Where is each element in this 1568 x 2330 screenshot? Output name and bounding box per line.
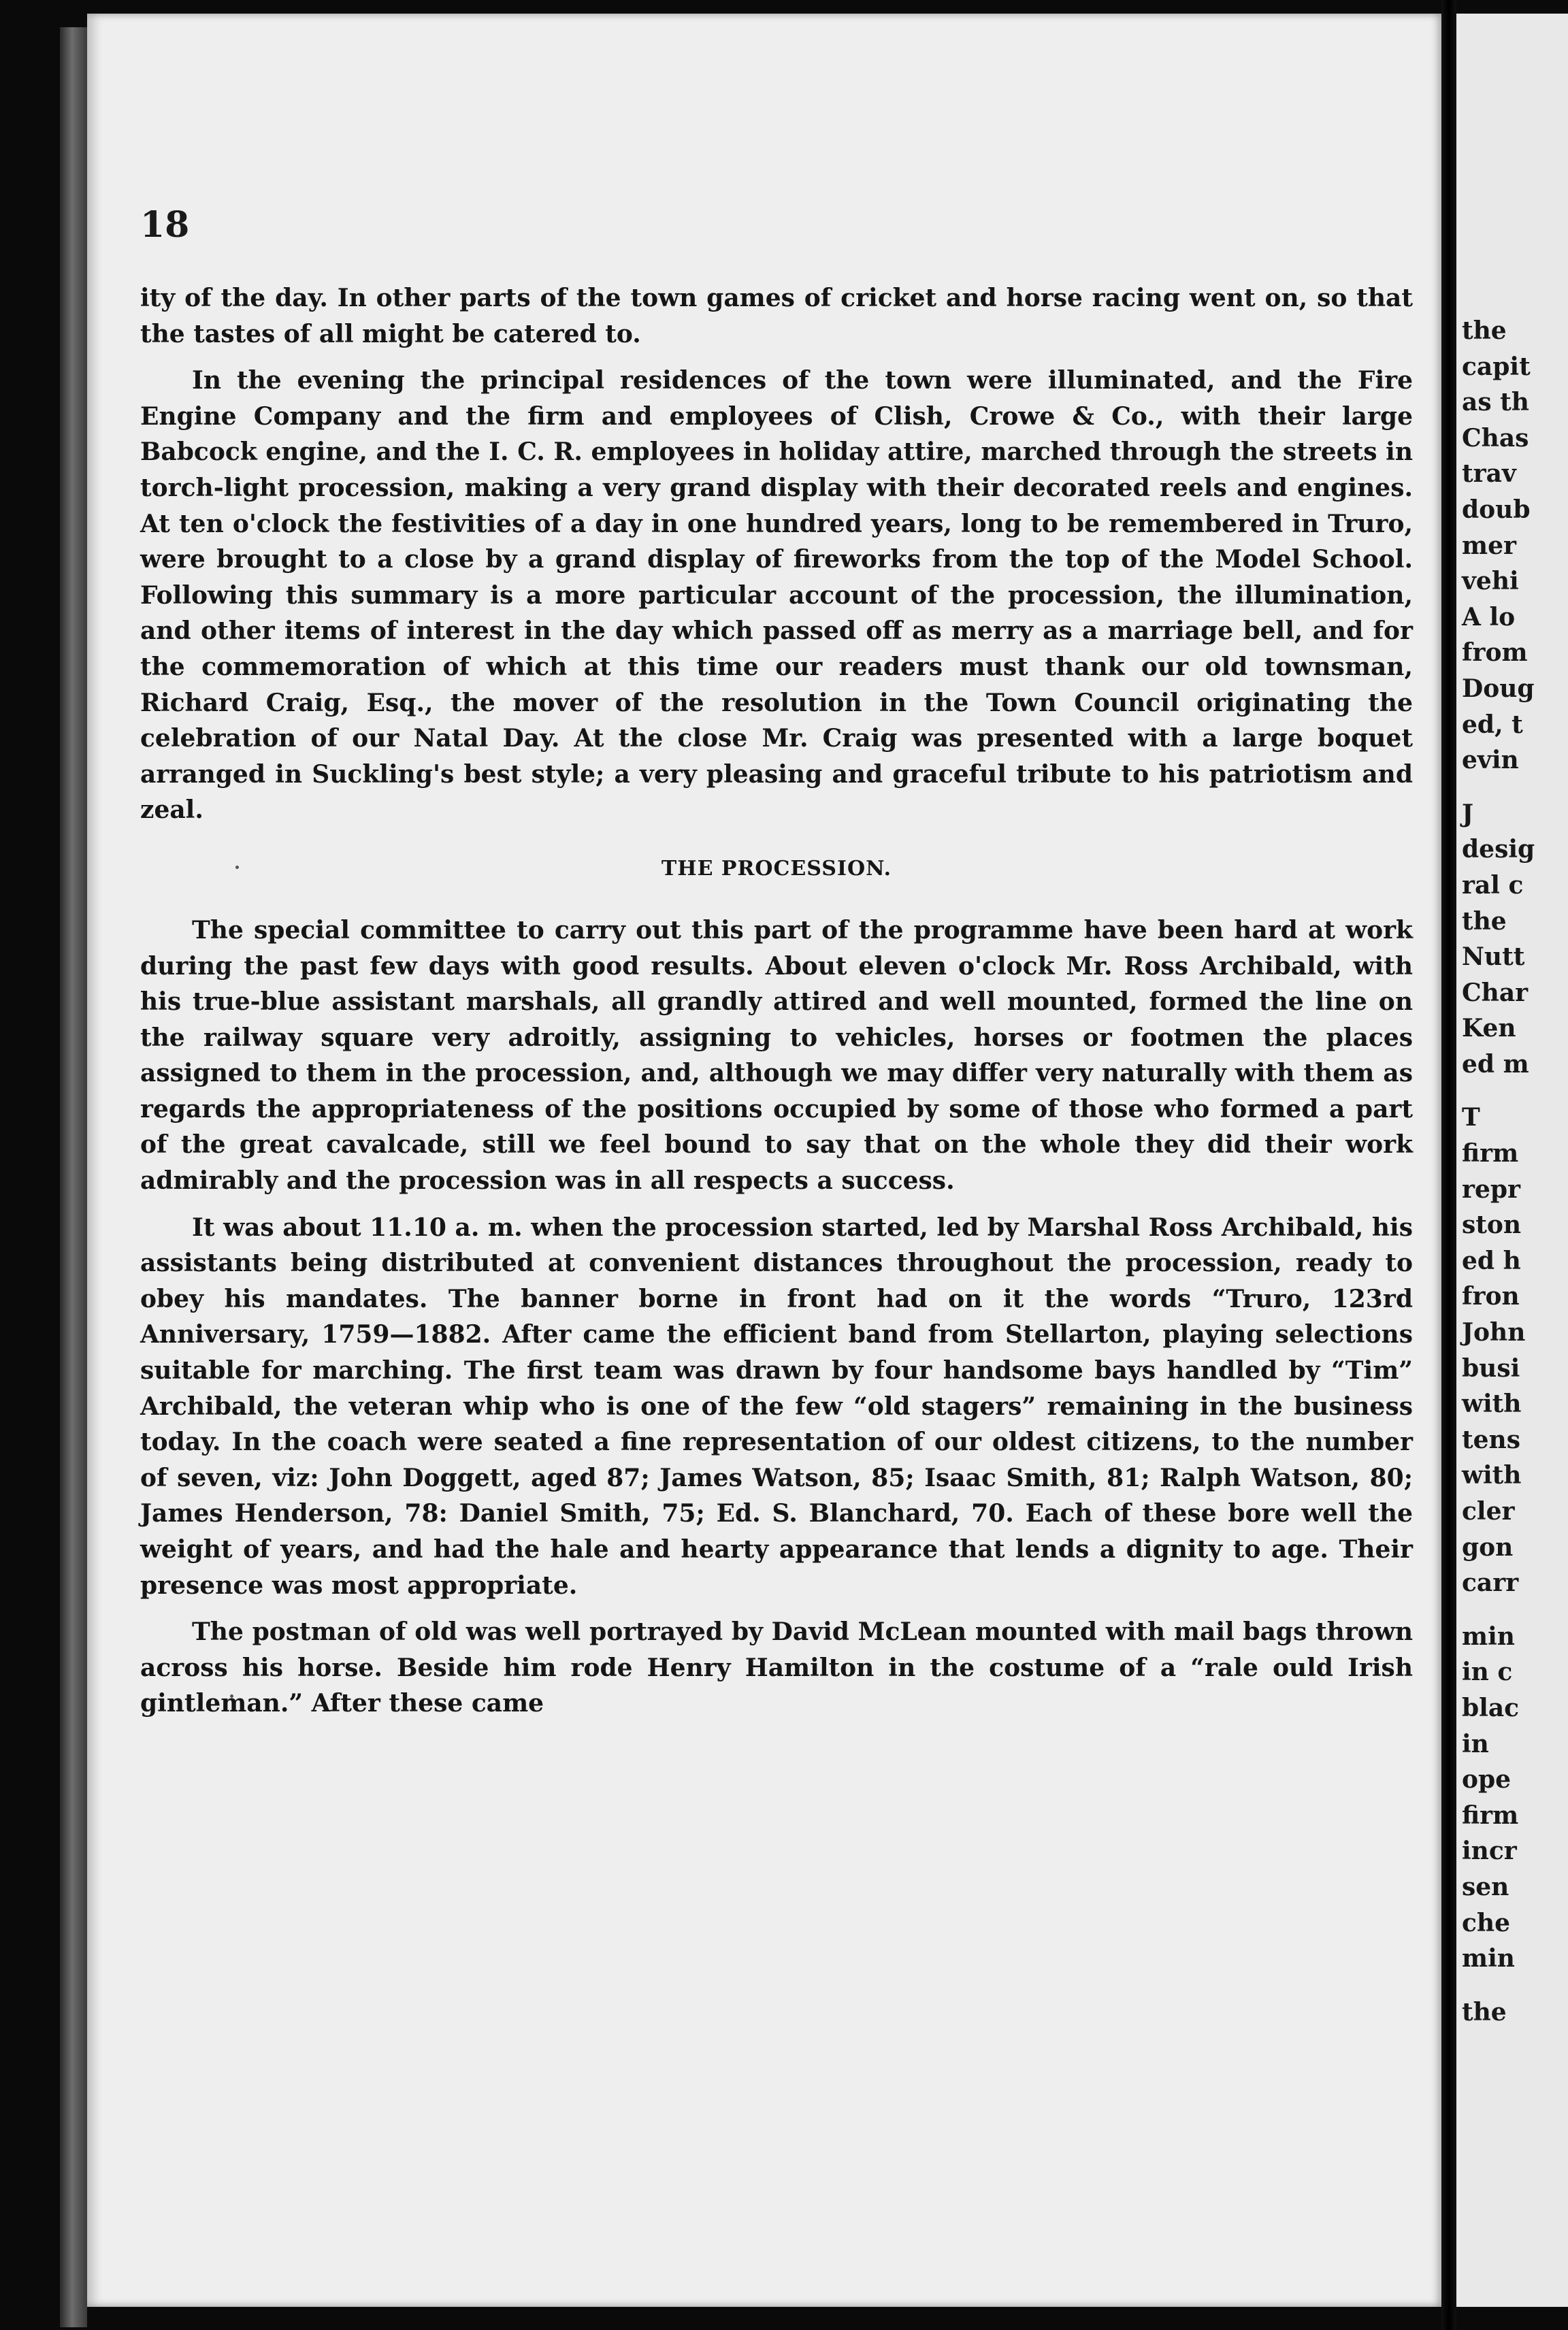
text-fragment: T	[1462, 1103, 1480, 1132]
text-fragment: with	[1462, 1390, 1522, 1419]
right-page-partial	[1456, 14, 1568, 2307]
text-fragment: incr	[1462, 1837, 1517, 1866]
paragraph-gap	[1462, 1082, 1568, 1100]
text-fragment: ope	[1462, 1765, 1512, 1794]
text-fragment: mer	[1462, 531, 1516, 560]
text-fragment: evin	[1462, 746, 1519, 775]
text-fragment: min	[1462, 1622, 1515, 1651]
text-fragment: the	[1462, 1997, 1507, 2027]
paragraph-gap	[1462, 1977, 1568, 1995]
text-fragment: ral c	[1462, 870, 1524, 900]
text-fragment: with	[1462, 1461, 1522, 1490]
section-heading: THE PROCESSION.	[661, 856, 892, 881]
text-fragment: gon	[1462, 1532, 1514, 1562]
text-fragment: vehi	[1462, 567, 1519, 596]
text-fragment: J	[1462, 799, 1474, 828]
text-fragment: as th	[1462, 388, 1529, 417]
text-fragment: Doug	[1462, 674, 1535, 703]
right-page-text	[1462, 313, 1568, 2030]
text-fragment: the	[1462, 316, 1507, 345]
text-fragment: busi	[1462, 1353, 1520, 1383]
paragraph: ity of the day. In other parts of the town games of cricket and horse racing went on, so that the tastes of all might be catered to.	[140, 284, 1413, 348]
text-fragment: Char	[1462, 978, 1529, 1007]
text-fragment: fron	[1462, 1282, 1520, 1311]
text-fragment: A lo	[1462, 602, 1516, 631]
page-number: 18	[140, 204, 190, 246]
text-fragment: sen	[1462, 1872, 1509, 1901]
text-fragment: ed, t	[1462, 710, 1523, 739]
text-fragment: ed m	[1462, 1049, 1529, 1079]
paragraph: In the evening the principal residences of the town were illuminated, and the Fire Engine Company and the firm and employees of Clish, Crowe & Co., with their large Babcock engine, and the I. C. R. employees in holiday attire, marched through the streets in torch-light procession, making a very grand display with their decorated reels and engines. At ten o'clock the festivities of a day in one hundred years, long to be remembered in Truro, were brought to a close by a grand display of fireworks from the top of the Model School. Following this summary is a more particular account of the procession, the illumination, and other items of interest in the day which passed off as merry as a marriage bell, and for the commemoration of which at this time our readers must thank our old townsman, Richard Craig, Esq., the mover of the resolution in the Town Council originating the celebration of our Natal Day. At the close Mr. Craig was presented with a large boquet arranged in Suckling's best style; a very pleasing and graceful tribute to his patriotism and zeal.	[140, 366, 1413, 825]
text-fragment: blac	[1462, 1693, 1520, 1722]
text-fragment: doub	[1462, 495, 1531, 524]
paragraph-gap	[1462, 1601, 1568, 1619]
text-fragment: carr	[1462, 1569, 1519, 1598]
paragraph: The special committee to carry out this part of the programme have been hard at work during the past few days with good results. About eleven o'clock Mr. Ross Archibald, with his true-blue assistant marshals, all grandly attired and well mounted, formed the line on the railway square very adroitly, assigning to vehicles, horses or footmen the places assigned to them in the procession, and, although we may differ very naturally with them as regards the appropriateness of the positions occupied by some of those who formed a part of the great cavalcade, still we feel bound to say that on the whole they did their work admirably and the procession was in all respects a success.	[140, 915, 1413, 1196]
text-fragment: in	[1462, 1729, 1489, 1758]
left-page-text	[140, 280, 1413, 1733]
text-fragment: che	[1462, 1908, 1510, 1937]
paragraph-gap	[1462, 778, 1568, 796]
text-fragment: the	[1462, 906, 1507, 936]
text-fragment: in c	[1462, 1658, 1513, 1687]
book-gutter	[1441, 0, 1456, 2330]
text-fragment: Nutt	[1462, 942, 1525, 972]
text-fragment: min	[1462, 1944, 1515, 1973]
text-fragment: Chas	[1462, 423, 1529, 453]
text-fragment: firm	[1462, 1801, 1519, 1830]
book-edge-left	[60, 27, 87, 2327]
text-fragment: repr	[1462, 1175, 1521, 1204]
text-fragment: capit	[1462, 352, 1531, 381]
text-fragment: Ken	[1462, 1014, 1516, 1043]
text-fragment: ston	[1462, 1211, 1522, 1240]
text-fragment: from	[1462, 638, 1528, 668]
paragraph: The postman of old was well portrayed by David McLean mounted with mail bags thrown across his horse. Beside him rode Henry Hamilton in the costume of a “rale ould Irish gintleman.” After these came	[140, 1618, 1413, 1718]
text-fragment: cler	[1462, 1497, 1515, 1526]
paragraph: It was about 11.10 a. m. when the procession started, led by Marshal Ross Archibald, his assistants being distributed at convenient distances throughout the procession, ready to obey his mandates. The banner borne in front had on it the words “Truro, 123rd Anniversary, 1759—1882. After came the efficient band from Stellarton, playing selections suitable for marching. The first team was drawn by four handsome bays handled by “Tim” Archibald, the veteran whip who is one of the few “old stagers” remaining in the business today. In the coach were seated a fine representation of our oldest citizens, to the number of seven, viz: John Doggett, aged 87; James Watson, 85; Isaac Smith, 81; Ralph Watson, 80; James Henderson, 78: Daniel Smith, 75; Ed. S. Blanchard, 70. Each of these bore well the weight of years, and had the hale and hearty appearance that lends a dignity to age. Their presence was most appropriate.	[140, 1213, 1413, 1600]
text-fragment: John	[1462, 1318, 1526, 1347]
text-fragment: ed h	[1462, 1246, 1521, 1275]
text-fragment: desig	[1462, 835, 1535, 864]
text-fragment: firm	[1462, 1139, 1519, 1168]
text-fragment: trav	[1462, 459, 1516, 489]
text-fragment: tens	[1462, 1425, 1520, 1454]
